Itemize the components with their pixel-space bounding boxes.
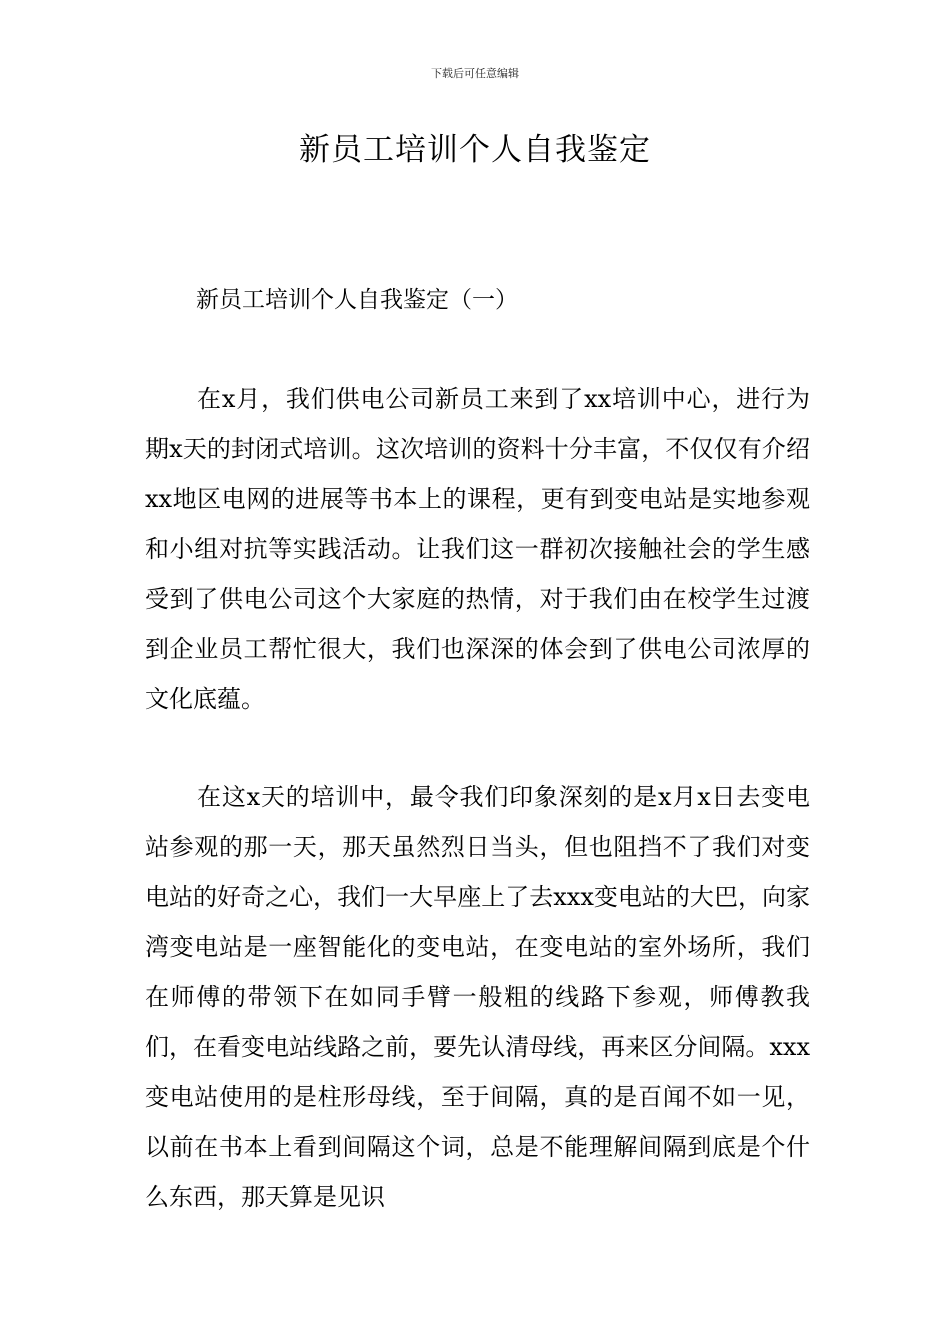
section-heading: 新员工培训个人自我鉴定（一） [196,287,518,313]
body-paragraph-1-block [145,374,810,724]
document-title: 新员工培训个人自我鉴定 [299,132,651,168]
body-paragraph: 在这x天的培训中，最令我们印象深刻的是x月x日去变电站参观的那一天，那天虽然烈日当头，但也阻挡不了我们对变电站的好奇之心，我们一大早座上了去xxx变电站的大巴，向家湾变电站是一座智能化的变电站，在变电站的室外场所，我们在师傅的带领下在如同手臂一般粗的线路下参观，师傅教我们，在看变电站线路之前，要先认清母线，再来区分间隔。xxx变电站使用的是柱形母线，至于间隔，真的是百闻不如一见，以前在书本上看到间隔这个词，总是不能理解间隔到底是个什么东西，那天算是见识 [145,783,810,1211]
body-paragraph: 在x月，我们供电公司新员工来到了xx培训中心，进行为期x天的封闭式培训。这次培训的资料十分丰富，不仅仅有介绍xx地区电网的进展等书本上的课程，更有到变电站是实地参观和小组对抗等实践活动。让我们这一群初次接触社会的学生感受到了供电公司这个大家庭的热情，对于我们由在校学生过渡到企业员工帮忙很大，我们也深深的体会到了供电公司浓厚的文化底蕴。 [145,385,810,713]
body-paragraph-2-block [145,772,810,1222]
header-note: 下载后可任意编辑 [431,67,519,80]
